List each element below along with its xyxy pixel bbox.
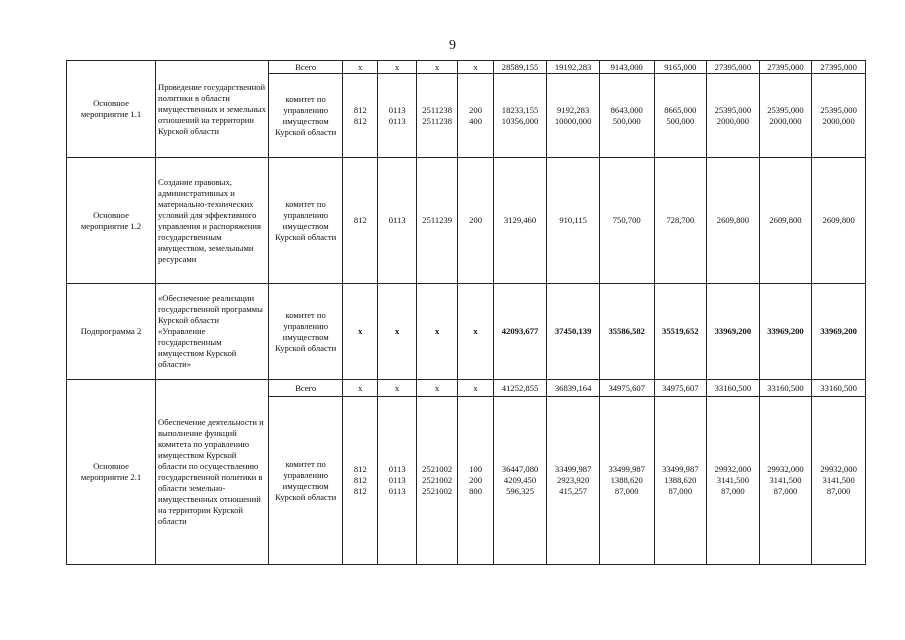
activity-name-cell: Обеспечение деятельности и выполнение функций комитета по управлению имуществом Курской области по осуществлению государственной политики в области земельно-имущественных отношений на территории Курской области — [156, 380, 269, 565]
value-cell: 35519,652 — [654, 284, 707, 380]
table-row — [67, 61, 866, 74]
value-cell: 750,700 — [599, 158, 654, 284]
value-cell: 9143,000 — [599, 61, 654, 74]
responsible-cell: комитет по управлению имуществом Курской области — [269, 74, 343, 158]
value-cell: 35586,582 — [599, 284, 654, 380]
value-cell: 8665,000 500,000 — [654, 74, 707, 158]
value-cell: 8643,000 500,000 — [599, 74, 654, 158]
activity-type-cell: Основное мероприятие 2.1 — [67, 380, 156, 565]
activity-type-cell: Подпрограмма 2 — [67, 284, 156, 380]
value-cell: 728,700 — [654, 158, 707, 284]
value-cell: 25395,000 2000,000 — [707, 74, 760, 158]
table-row — [67, 380, 866, 397]
value-cell: 42093,677 — [493, 284, 547, 380]
activity-type-cell: Основное мероприятие 1.2 — [67, 158, 156, 284]
csr-cell: x — [416, 380, 457, 397]
rzpr-cell: x — [378, 61, 416, 74]
value-cell: 33969,200 — [707, 284, 760, 380]
responsible-cell: комитет по управлению имуществом Курской области — [269, 284, 343, 380]
value-cell: 33499,987 1388,620 87,000 — [599, 397, 654, 565]
value-cell: 29932,000 3141,500 87,000 — [759, 397, 812, 565]
value-cell: 41252,855 — [493, 380, 547, 397]
value-cell: 36447,080 4209,450 596,325 — [493, 397, 547, 565]
value-cell: 25395,000 2000,000 — [812, 74, 866, 158]
value-cell: 33499,987 1388,620 87,000 — [654, 397, 707, 565]
csr-cell: x — [416, 61, 457, 74]
value-cell: 36839,164 — [547, 380, 600, 397]
value-cell: 33160,500 — [812, 380, 866, 397]
value-cell: 29932,000 3141,500 87,000 — [812, 397, 866, 565]
grbs-cell: x — [343, 284, 378, 380]
rzpr-cell: x — [378, 380, 416, 397]
budget-table — [66, 60, 866, 565]
rzpr-cell: 0113 0113 — [378, 74, 416, 158]
csr-cell: 2521002 2521002 2521002 — [416, 397, 457, 565]
csr-cell: x — [416, 284, 457, 380]
rzpr-cell: 0113 — [378, 158, 416, 284]
vr-cell: x — [458, 61, 493, 74]
value-cell: 33160,500 — [707, 380, 760, 397]
value-cell: 29932,000 3141,500 87,000 — [707, 397, 760, 565]
value-cell: 33499,987 2923,920 415,257 — [547, 397, 600, 565]
rzpr-cell: x — [378, 284, 416, 380]
responsible-cell: комитет по управлению имуществом Курской области — [269, 158, 343, 284]
vr-cell: x — [458, 284, 493, 380]
csr-cell: 2511239 — [416, 158, 457, 284]
value-cell: 3129,460 — [493, 158, 547, 284]
value-cell: 33969,200 — [812, 284, 866, 380]
value-cell: 19192,283 — [547, 61, 600, 74]
value-cell: 910,115 — [547, 158, 600, 284]
value-cell: 34975,607 — [599, 380, 654, 397]
activity-type-cell: Основное мероприятие 1.1 — [67, 61, 156, 158]
table-row — [67, 284, 866, 380]
rzpr-cell: 0113 0113 0113 — [378, 397, 416, 565]
vr-cell: x — [458, 380, 493, 397]
responsible-cell: Всего — [269, 380, 343, 397]
activity-name-cell: «Обеспечение реализации государственной программы Курской области «Управление государственным имуществом Курской области» — [156, 284, 269, 380]
vr-cell: 100 200 800 — [458, 397, 493, 565]
value-cell: 25395,000 2000,000 — [759, 74, 812, 158]
grbs-cell: 812 — [343, 158, 378, 284]
value-cell: 27395,000 — [707, 61, 760, 74]
vr-cell: 200 — [458, 158, 493, 284]
value-cell: 9165,000 — [654, 61, 707, 74]
grbs-cell: 812 812 812 — [343, 397, 378, 565]
value-cell: 37450,139 — [547, 284, 600, 380]
value-cell: 18233,155 10356,000 — [493, 74, 547, 158]
grbs-cell: x — [343, 380, 378, 397]
grbs-cell: x — [343, 61, 378, 74]
value-cell: 2609,800 — [707, 158, 760, 284]
csr-cell: 2511238 2511238 — [416, 74, 457, 158]
table-row — [67, 158, 866, 284]
value-cell: 27395,000 — [812, 61, 866, 74]
value-cell: 2609,800 — [759, 158, 812, 284]
value-cell: 9192,283 10000,000 — [547, 74, 600, 158]
value-cell: 33969,200 — [759, 284, 812, 380]
value-cell: 2609,800 — [812, 158, 866, 284]
grbs-cell: 812 812 — [343, 74, 378, 158]
value-cell: 27395,000 — [759, 61, 812, 74]
value-cell: 28589,155 — [493, 61, 547, 74]
value-cell: 33160,500 — [759, 380, 812, 397]
activity-name-cell: Создание правовых, административных и материально-технических условий для эффективного управления и распоряжения государственным имуществом, земельными ресурсами — [156, 158, 269, 284]
responsible-cell: комитет по управлению имуществом Курской области — [269, 397, 343, 565]
responsible-cell: Всего — [269, 61, 343, 74]
activity-name-cell: Проведение государственной политики в области имущественных и земельных отношений на территории Курской области — [156, 61, 269, 158]
value-cell: 34975,607 — [654, 380, 707, 397]
vr-cell: 200 400 — [458, 74, 493, 158]
page-number: 9 — [449, 38, 456, 53]
